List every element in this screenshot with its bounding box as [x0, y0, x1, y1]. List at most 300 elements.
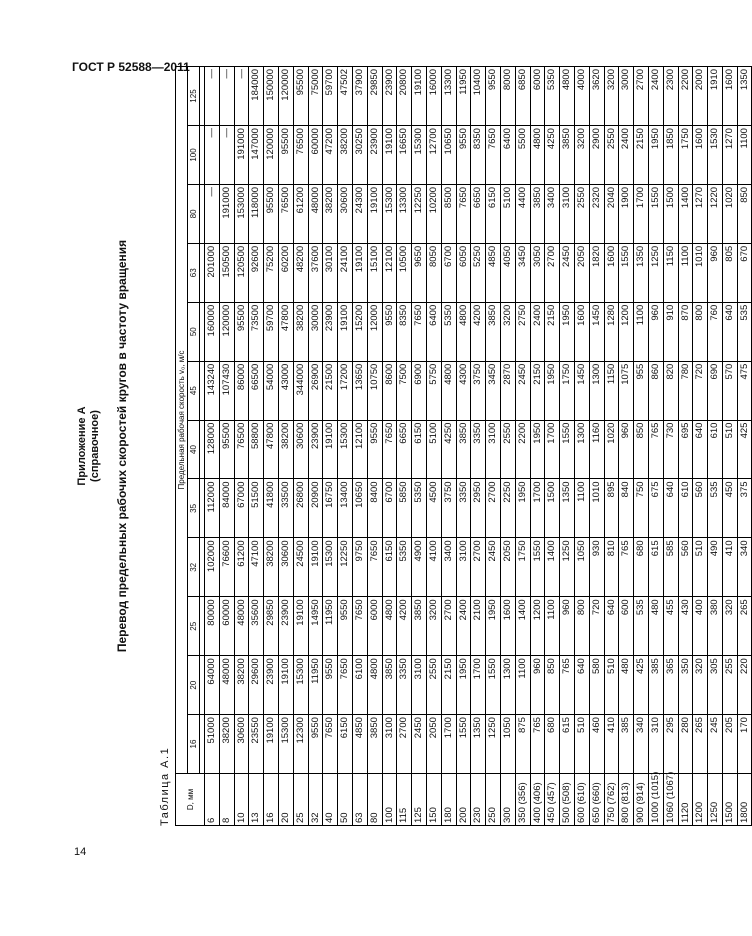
rpm-cell: 760 [708, 302, 723, 361]
rpm-cell: 1550 [530, 538, 545, 597]
table-row [441, 67, 456, 826]
rpm-cell: 6900 [412, 361, 427, 420]
rpm-cell: 1020 [722, 184, 737, 243]
rpm-cell: 7650 [382, 420, 397, 479]
rpm-cell: 615 [560, 715, 575, 774]
rpm-cell: 1450 [589, 302, 604, 361]
table-row [219, 67, 234, 826]
rpm-cell: 1450 [574, 361, 589, 420]
rpm-cell: 895 [604, 479, 619, 538]
rpm-cell: 870 [678, 302, 693, 361]
rpm-cell: 265 [693, 715, 708, 774]
rpm-cell: 76500 [234, 420, 249, 479]
rpm-cell: 675 [648, 479, 663, 538]
rpm-cell: 19100 [367, 184, 382, 243]
rpm-cell: 48000 [234, 597, 249, 656]
rpm-cell: 107430 [219, 361, 234, 420]
speed-col-header: 16 [188, 715, 200, 774]
rpm-cell: 47800 [264, 420, 279, 479]
rpm-cell: 5100 [426, 420, 441, 479]
table-row [708, 67, 723, 826]
table-row [293, 67, 308, 826]
rpm-cell: 95500 [264, 184, 279, 243]
rpm-cell: 147000 [249, 126, 264, 185]
rpm-cell: 640 [574, 656, 589, 715]
rpm-cell: 8600 [382, 361, 397, 420]
rpm-cell: 2000 [693, 67, 708, 126]
rpm-cell: 2550 [500, 420, 515, 479]
rpm-cell: 2200 [515, 420, 530, 479]
rpm-cell: 560 [678, 538, 693, 597]
rpm-cell: 1350 [634, 243, 649, 302]
rpm-cell: 1550 [619, 243, 634, 302]
rpm-cell: 585 [663, 538, 678, 597]
rpm-cell: 1950 [486, 597, 501, 656]
rpm-cell: 2400 [530, 302, 545, 361]
rpm-cell: 15300 [412, 126, 427, 185]
rpm-cell: 385 [619, 715, 634, 774]
rpm-cell: 6050 [456, 243, 471, 302]
rpm-cell: 1750 [515, 538, 530, 597]
rpm-cell: 720 [693, 361, 708, 420]
diameter-cell: 1250 [708, 774, 723, 826]
rpm-cell: 1400 [678, 184, 693, 243]
rpm-cell: 61200 [234, 538, 249, 597]
rpm-cell: 1950 [560, 302, 575, 361]
rpm-cell: 7650 [486, 126, 501, 185]
rpm-cell: 4800 [456, 302, 471, 361]
rpm-cell: 4800 [530, 126, 545, 185]
rpm-cell: 1220 [708, 184, 723, 243]
diameter-cell: 115 [397, 774, 412, 826]
table-row [234, 67, 249, 826]
rpm-cell: 6150 [382, 538, 397, 597]
rpm-cell: 510 [722, 420, 737, 479]
rpm-cell: 1550 [456, 715, 471, 774]
rpm-cell: 38200 [219, 715, 234, 774]
rpm-cell: 9650 [412, 243, 427, 302]
rpm-cell: 23900 [264, 656, 279, 715]
speed-table [175, 66, 752, 826]
diameter-cell: 1120 [678, 774, 693, 826]
rpm-cell: 9550 [323, 656, 338, 715]
rpm-cell: 19100 [323, 420, 338, 479]
rpm-cell: 19100 [308, 538, 323, 597]
diameter-cell: 20 [278, 774, 293, 826]
rpm-cell: 3200 [426, 597, 441, 656]
rpm-cell: 6150 [338, 715, 353, 774]
rpm-cell: 690 [708, 361, 723, 420]
rpm-cell: 15300 [293, 656, 308, 715]
rpm-cell: 8000 [500, 67, 515, 126]
rpm-cell: 1950 [515, 479, 530, 538]
rpm-cell: 850 [634, 420, 649, 479]
rpm-cell: 4100 [426, 538, 441, 597]
rpm-cell: 1100 [678, 243, 693, 302]
diameter-cell: 16 [264, 774, 279, 826]
rpm-cell: 5100 [500, 184, 515, 243]
rpm-cell: 184000 [249, 67, 264, 126]
rpm-cell: 48000 [308, 184, 323, 243]
rpm-cell: 11950 [308, 656, 323, 715]
rpm-cell: 51000 [205, 715, 220, 774]
rpm-cell: 5750 [426, 361, 441, 420]
rpm-cell: 38200 [278, 420, 293, 479]
rpm-cell: 9750 [352, 538, 367, 597]
rpm-cell: 3400 [441, 538, 456, 597]
rpm-cell: 6850 [515, 67, 530, 126]
rpm-cell: 455 [663, 597, 678, 656]
appendix-title: Приложение А [76, 406, 88, 486]
rpm-cell: 4800 [382, 597, 397, 656]
rpm-cell: 350 [678, 656, 693, 715]
rpm-cell: 2550 [426, 656, 441, 715]
rpm-cell: 245 [708, 715, 723, 774]
rpm-cell: 84000 [219, 479, 234, 538]
rpm-cell: 1100 [574, 479, 589, 538]
rpm-cell: 143240 [205, 361, 220, 420]
rpm-cell: 58800 [249, 420, 264, 479]
rpm-cell: 2320 [589, 184, 604, 243]
rpm-cell: 23550 [249, 715, 264, 774]
rpm-cell: 960 [619, 420, 634, 479]
rpm-cell: 95500 [293, 67, 308, 126]
rpm-cell: 640 [722, 302, 737, 361]
diameter-cell: 450 (457) [545, 774, 560, 826]
rpm-cell: 2040 [604, 184, 619, 243]
rpm-cell: 112000 [205, 479, 220, 538]
rpm-cell: 765 [648, 420, 663, 479]
diameter-cell: 50 [338, 774, 353, 826]
rpm-cell: 1900 [619, 184, 634, 243]
rpm-cell: 3100 [456, 538, 471, 597]
rpm-cell: 255 [722, 656, 737, 715]
rpm-cell: 1750 [560, 361, 575, 420]
rpm-cell: 2200 [678, 67, 693, 126]
rpm-cell: 3200 [500, 302, 515, 361]
rpm-cell: 3620 [589, 67, 604, 126]
rpm-cell: 1550 [486, 656, 501, 715]
rpm-cell: 23900 [278, 597, 293, 656]
rpm-cell: 810 [604, 538, 619, 597]
rpm-cell: 4250 [441, 420, 456, 479]
rpm-cell: 680 [545, 715, 560, 774]
rpm-cell: 3400 [545, 184, 560, 243]
rpm-cell: 344000 [293, 361, 308, 420]
rpm-cell: 1160 [589, 420, 604, 479]
rpm-cell: 16000 [426, 67, 441, 126]
rpm-cell: 955 [634, 361, 649, 420]
rpm-cell: 960 [708, 243, 723, 302]
table-row [397, 67, 412, 826]
rpm-cell: 1050 [574, 538, 589, 597]
rpm-cell: 12100 [352, 420, 367, 479]
rpm-cell: 560 [693, 479, 708, 538]
rpm-cell: 4850 [352, 715, 367, 774]
rpm-cell: 30600 [293, 420, 308, 479]
rpm-cell: 120000 [278, 67, 293, 126]
rpm-cell: 15300 [382, 184, 397, 243]
table-row [619, 67, 634, 826]
table-row [278, 67, 293, 826]
rpm-cell: 33500 [278, 479, 293, 538]
rpm-cell: 21500 [323, 361, 338, 420]
rpm-cell: 1200 [619, 302, 634, 361]
rpm-cell: 16750 [323, 479, 338, 538]
rpm-cell: 170 [737, 715, 752, 774]
rpm-cell: 2870 [500, 361, 515, 420]
rpm-cell: 76600 [219, 538, 234, 597]
diameter-cell: 600 (610) [574, 774, 589, 826]
rpm-cell: 5350 [441, 302, 456, 361]
rpm-cell: 695 [678, 420, 693, 479]
rpm-cell: 425 [634, 656, 649, 715]
rpm-cell: 3200 [574, 126, 589, 185]
rpm-cell: 15100 [367, 243, 382, 302]
rpm-cell: 75000 [308, 67, 323, 126]
speed-col-header: 50 [188, 302, 200, 361]
rpm-cell: 150000 [264, 67, 279, 126]
rpm-cell: 1550 [560, 420, 575, 479]
rpm-cell: 1250 [486, 715, 501, 774]
rpm-cell: 8400 [367, 479, 382, 538]
rpm-cell: 4300 [456, 361, 471, 420]
rpm-cell: 3000 [619, 67, 634, 126]
rpm-cell: 5350 [412, 479, 427, 538]
rpm-cell: 92600 [249, 243, 264, 302]
rpm-cell: 3350 [471, 420, 486, 479]
rpm-cell: 2300 [663, 67, 678, 126]
rpm-cell: 19100 [278, 656, 293, 715]
rpm-cell: 3450 [515, 243, 530, 302]
speed-col-header: 125 [188, 67, 200, 126]
rpm-cell: 2050 [426, 715, 441, 774]
rpm-cell: 670 [737, 243, 752, 302]
rpm-cell: 29600 [249, 656, 264, 715]
rpm-cell: 535 [634, 597, 649, 656]
rpm-cell: 19100 [412, 67, 427, 126]
rpm-cell: 20800 [397, 67, 412, 126]
rpm-cell: 61200 [293, 184, 308, 243]
rpm-cell: 310 [648, 715, 663, 774]
rpm-cell: 430 [678, 597, 693, 656]
rpm-cell: 7650 [352, 597, 367, 656]
rpm-cell: 1600 [574, 302, 589, 361]
diameter-cell: 6 [205, 774, 220, 826]
rpm-cell: 960 [530, 656, 545, 715]
rpm-cell: 800 [693, 302, 708, 361]
diameter-cell: 150 [426, 774, 441, 826]
rpm-cell: 2700 [634, 67, 649, 126]
rpm-cell: 1750 [678, 126, 693, 185]
rpm-cell: 43000 [278, 361, 293, 420]
rpm-cell: 780 [678, 361, 693, 420]
rpm-cell: 6700 [441, 243, 456, 302]
rpm-cell: 2450 [515, 361, 530, 420]
speed-col-header: 35 [188, 479, 200, 538]
rpm-cell: 64000 [205, 656, 220, 715]
rpm-cell: 340 [737, 538, 752, 597]
diameter-cell: 180 [441, 774, 456, 826]
rpm-cell: 765 [530, 715, 545, 774]
rpm-cell: 3850 [367, 715, 382, 774]
rpm-cell: 7650 [367, 538, 382, 597]
table-title: Перевод предельных рабочих скоростей кругов в частоту вращения [115, 239, 129, 653]
rpm-cell: 3850 [486, 302, 501, 361]
rpm-cell: 340 [634, 715, 649, 774]
rpm-cell: 24300 [352, 184, 367, 243]
rpm-cell: 59700 [323, 67, 338, 126]
table-row [545, 67, 560, 826]
rpm-cell: 385 [648, 656, 663, 715]
rpm-cell: 5250 [471, 243, 486, 302]
rpm-cell: 6150 [486, 184, 501, 243]
table-row [663, 67, 678, 826]
rpm-cell: 95500 [278, 126, 293, 185]
table-row [574, 67, 589, 826]
diameter-cell: 750 (762) [604, 774, 619, 826]
rpm-cell: 4800 [560, 67, 575, 126]
rpm-cell: 15200 [352, 302, 367, 361]
rpm-cell: — [205, 184, 220, 243]
rpm-cell: 220 [737, 656, 752, 715]
rpm-cell: 4500 [426, 479, 441, 538]
rpm-cell: 48200 [293, 243, 308, 302]
rpm-cell: 1010 [693, 243, 708, 302]
rpm-cell: 12000 [367, 302, 382, 361]
rpm-cell: 15300 [338, 420, 353, 479]
rpm-cell: 38200 [264, 538, 279, 597]
rpm-cell: 615 [648, 538, 663, 597]
rpm-cell: 10750 [367, 361, 382, 420]
rpm-cell: 2700 [441, 597, 456, 656]
rpm-cell: 2450 [412, 715, 427, 774]
rpm-cell: 2700 [471, 538, 486, 597]
rpm-cell: 37900 [352, 67, 367, 126]
rpm-cell: 51500 [249, 479, 264, 538]
rpm-cell: 60000 [308, 126, 323, 185]
rpm-cell: 1100 [737, 126, 752, 185]
rpm-cell: 30100 [323, 243, 338, 302]
rpm-cell: 320 [722, 597, 737, 656]
rpm-cell: 2450 [560, 243, 575, 302]
rpm-cell: 3100 [382, 715, 397, 774]
rpm-cell: 1550 [648, 184, 663, 243]
speed-col-header: 63 [188, 243, 200, 302]
rpm-cell: 95500 [219, 420, 234, 479]
table-row [412, 67, 427, 826]
table-row [560, 67, 575, 826]
rpm-cell: 380 [708, 597, 723, 656]
rpm-cell: 9550 [308, 715, 323, 774]
rpm-cell: 29850 [367, 67, 382, 126]
rpm-cell: 19100 [293, 597, 308, 656]
rpm-cell: 160000 [205, 302, 220, 361]
rpm-cell: — [234, 67, 249, 126]
rpm-cell: 30600 [278, 538, 293, 597]
table-row [589, 67, 604, 826]
rpm-cell: 30250 [352, 126, 367, 185]
rpm-cell: 3350 [456, 479, 471, 538]
rpm-cell: 80000 [205, 597, 220, 656]
diameter-cell: 800 (813) [619, 774, 634, 826]
rpm-cell: 13300 [441, 67, 456, 126]
rpm-cell: 120500 [234, 243, 249, 302]
rpm-cell: 3750 [471, 361, 486, 420]
rpm-cell: 510 [693, 538, 708, 597]
rpm-cell: 10650 [441, 126, 456, 185]
rpm-cell: 3850 [456, 420, 471, 479]
rpm-cell: 3350 [397, 656, 412, 715]
rpm-cell: 24500 [293, 538, 308, 597]
rpm-cell: 2400 [648, 67, 663, 126]
rpm-cell: 720 [589, 597, 604, 656]
rpm-cell: 1950 [530, 420, 545, 479]
rpm-cell: 1950 [648, 126, 663, 185]
rpm-cell: 95500 [234, 302, 249, 361]
rpm-cell: 750 [634, 479, 649, 538]
rpm-cell: 6650 [471, 184, 486, 243]
rpm-cell: 3200 [604, 67, 619, 126]
rpm-cell: 1270 [722, 126, 737, 185]
rpm-cell: 60200 [278, 243, 293, 302]
rpm-cell: 2750 [515, 302, 530, 361]
rpm-cell: — [219, 126, 234, 185]
rpm-cell: 26800 [293, 479, 308, 538]
rpm-cell: 4850 [486, 243, 501, 302]
rpm-cell: 1500 [663, 184, 678, 243]
diameter-cell: 300 [500, 774, 515, 826]
rpm-cell: 765 [619, 538, 634, 597]
page-number: 14 [74, 846, 87, 858]
rpm-cell: 765 [560, 656, 575, 715]
rpm-cell: 820 [663, 361, 678, 420]
rpm-cell: 12700 [426, 126, 441, 185]
rpm-cell: 3850 [530, 184, 545, 243]
rpm-cell: 375 [737, 479, 752, 538]
diameter-cell: 80 [367, 774, 382, 826]
rpm-cell: 9550 [367, 420, 382, 479]
rpm-cell: 1300 [574, 420, 589, 479]
table-row [456, 67, 471, 826]
rpm-cell: 4000 [574, 67, 589, 126]
table-row [693, 67, 708, 826]
rpm-cell: 640 [663, 479, 678, 538]
rpm-cell: 15300 [278, 715, 293, 774]
rpm-cell: 3450 [486, 361, 501, 420]
rpm-cell: 13300 [397, 184, 412, 243]
diameter-cell: 13 [249, 774, 264, 826]
rpm-cell: — [219, 67, 234, 126]
table-row [530, 67, 545, 826]
table-row [249, 67, 264, 826]
rpm-cell: 10400 [471, 67, 486, 126]
rpm-cell: 1300 [589, 361, 604, 420]
rpm-cell: 1150 [663, 243, 678, 302]
rpm-cell: 2250 [500, 479, 515, 538]
rpm-cell: 4200 [471, 302, 486, 361]
rpm-cell: 13400 [338, 479, 353, 538]
rpm-cell: 1700 [530, 479, 545, 538]
rpm-cell: 73500 [249, 302, 264, 361]
diameter-cell: 25 [293, 774, 308, 826]
diameter-cell: 32 [308, 774, 323, 826]
diameter-cell: 250 [486, 774, 501, 826]
rpm-cell: 5350 [545, 67, 560, 126]
rpm-cell: 610 [678, 479, 693, 538]
rpm-cell: 5350 [397, 538, 412, 597]
rpm-cell: 12300 [293, 715, 308, 774]
